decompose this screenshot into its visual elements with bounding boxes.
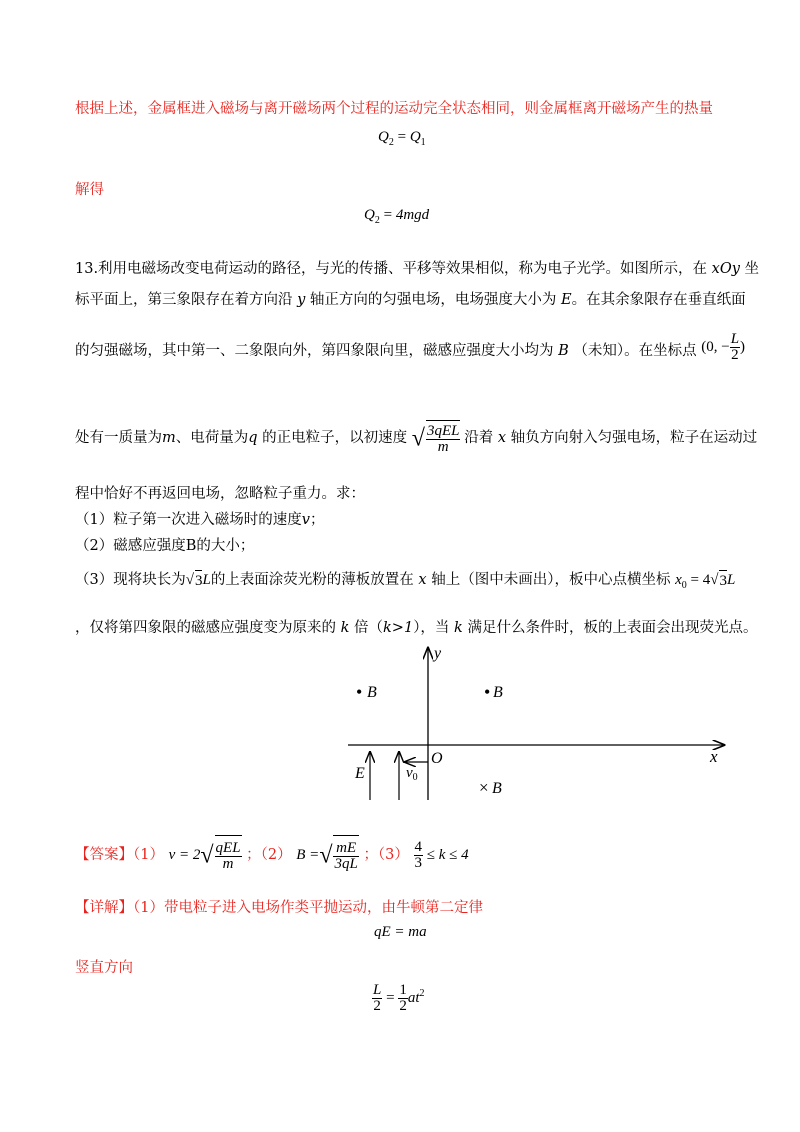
y-axis-label: y: [434, 645, 442, 662]
para-heat-conclusion: 根据上述，金属框进入磁场与离开磁场两个过程的运动完全状态相同，则金属框离开磁场产生的热量: [75, 101, 713, 117]
origin-label: O: [431, 750, 443, 767]
solve-label: 解得: [75, 182, 104, 198]
point-coordinate: (0, − $\frac{L}{2}$ ): [701, 331, 746, 363]
vertical-direction-label: 竖直方向: [75, 960, 133, 976]
problem-13-line-3: 的匀强磁场，其中第一、二象限向外，第四象限向里，磁感应强度大小均为 B （未知）。在坐标点 (0, − $\frac{L}{2}$ ): [75, 331, 746, 363]
question-3: （3）现将块长为√3L的上表面涂荧光粉的薄板放置在 x 轴上（图中未画出），板中心点横坐标 $x_0 = 4√3L$: [75, 572, 736, 591]
problem-13-line-2: 标平面上，第三象限存在着方向沿 y 轴正方向的匀强电场，电场强度大小为 E。在其余象限存在垂直纸面: [75, 292, 746, 308]
out-of-page-dot-q2: •: [356, 682, 363, 702]
into-page-cross-q4: ×: [479, 778, 489, 797]
equation-vertical-displacement: $\frac{L}{2}$ = $\frac{1}{2}$ $at^2$: [373, 982, 425, 1014]
out-of-page-dot-q1: •: [484, 682, 491, 702]
x-axis-label: x: [710, 747, 718, 766]
e-field-label: E: [355, 765, 365, 782]
v0-label: $v_0$: [406, 765, 418, 783]
question-3-cont: ，仅将第四象限的磁感应强度变为原来的 k 倍（k>1），当 k 满足什么条件时，板的上表面会出现荧光点。: [75, 620, 758, 636]
equation-newton: qE = ma: [374, 924, 427, 940]
b-label-q4: B: [492, 780, 502, 797]
b-label-q2: B: [367, 684, 377, 701]
equation-q2-value: $Q_2 = 4mgd$: [364, 207, 430, 226]
problem-13-line-5: 程中恰好不再返回电场，忽略粒子重力。求：: [75, 486, 365, 502]
b-label-q1: B: [493, 684, 503, 701]
initial-velocity-expression: √ $\frac{\text{3qEL}}{m}$: [412, 430, 464, 446]
problem-13-line-4: 处有一质量为m、电荷量为q 的正电粒子，以初速度 √ $\frac{\text{3qEL}}{m}$ 沿着 x 轴负方向射入匀强电场，粒子在运动过: [75, 420, 757, 457]
question-2: （2）磁感应强度B的大小；: [75, 538, 255, 554]
detail-line: 【详解】（1）带电粒子进入电场作类平抛运动，由牛顿第二定律: [75, 900, 483, 916]
question-1: （1）粒子第一次进入磁场时的速度v；: [75, 512, 325, 528]
equation-q2-eq-q1: $Q_2 = Q_1$: [378, 129, 426, 148]
answer-line: 【答案】（1） v = 2√ $\frac{\text{qEL}}{m}$ ；（2） B =√ $\frac{mE}{3qL}$ ；（3） $\frac{4}{3}$ ≤ k ≤ 4: [75, 835, 469, 876]
problem-13-line-1: 13.利用电磁场改变电荷运动的路径，与光的传播、平移等效果相似，称为电子光学。如图所示，在 xOy 坐: [75, 261, 760, 277]
